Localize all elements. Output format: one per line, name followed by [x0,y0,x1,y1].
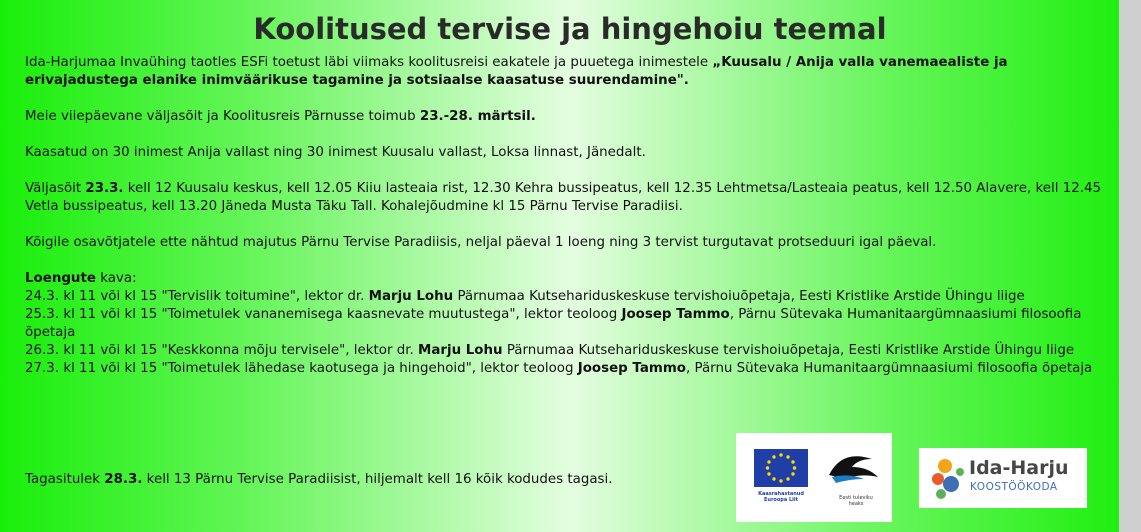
lecture-heading [25,270,1115,288]
intro-paragraph [25,54,1115,90]
ida-harju-sub: KOOSTÖÖKODA [970,481,1058,493]
trip-dates: 23.-28. märtsil. [419,109,536,124]
lecture-text: Pärnumaa Kutsehariduskeskuse tervishoiuõpetaja, Eesti Kristlike Arstide Ühingu liige [453,289,1025,304]
lecturer-name: Joosep Tammo [621,307,730,322]
lecture-text: 24.3. kl 11 või kl 15 "Tervislik toitumine", lektor dr. [25,289,369,304]
ida-harju-dots-icon [927,454,973,504]
lecture-item [25,342,1115,360]
lecture-text: , Pärnu Sütevaka Humanitaargümnaasiumi filosoofia õpetaja [685,361,1093,376]
return-date: 28.3. [104,472,143,487]
ida-harju-logo [919,448,1087,508]
trip-paragraph [25,108,1115,126]
return-text: kell 13 Pärnu Tervise Paradiisist, hiljemalt kell 16 kõik kodudes tagasi. [142,472,613,487]
lecture-text: 27.3. kl 11 või kl 15 "Toimetulek lähedase kaotusega ja hingehoid", lektor teoloog [25,361,578,376]
participants-paragraph: Kaasatud on 30 inimest Anija vallast ning 30 inimest Kuusalu vallast, Loksa linnast, Jänedalt. [25,145,646,160]
lecture-item [25,360,1115,378]
return-prefix: Tagasitulek [25,472,105,487]
lecture-text: 25.3. kl 11 või kl 15 "Toimetulek vananemisega kaasnevate muutustega", lektor teoloog [25,307,622,322]
lecture-schedule [25,270,1115,378]
eu-caption: Kaasrahastanud Euroopa Liit [758,491,804,503]
ida-harju-name: Ida-Harju [969,457,1069,479]
lecturer-name: Marju Lohu [368,289,454,304]
lecture-item [25,306,1115,342]
lecture-text: Pärnumaa Kutsehariduskeskuse tervishoiuõpetaja, Eesti Kristlike Arstide Ühingu liige [502,343,1075,358]
article [25,12,1115,378]
eesti-swallow-icon [824,445,884,495]
lecture-item [25,288,1115,306]
accommodation-paragraph: Kõigile osavõtjatele ette nähtud majutus Pärnu Tervise Paradiisis, neljal päeval 1 loeng ning 3 tervist turgutavat protseduuri igal päeval. [25,235,937,250]
lecture-heading-bold: Loengute [25,271,96,286]
departure-text: kell 12 Kuusalu keskus, kell 12.05 Kiiu lasteaia rist, 12.30 Kehra bussipeatus, kell 12.35 Lehtmetsa/Lasteaia peatus, kell 12.50 Alavere, kell 12.45 Vetla bussipeatus, kell 13.20 Jäneda Musta Täku Tall. Kohalejõudmine kl 15 Pärnu Tervise Paradiisi. [25,181,1102,214]
trip-text: Meie viiepäevane väljasõit ja Koolitusreis Pärnusse toimub [25,109,420,124]
lecturer-name: Joosep Tammo [577,361,686,376]
eesti-caption: Eesti tuleviku heaks [839,495,873,507]
funding-logos [736,433,892,522]
page-title: Koolitused tervise ja hingehoiu teemal [253,12,887,46]
page-edge-strip [1119,0,1141,532]
return-paragraph [25,471,613,489]
departure-date: 23.3. [85,181,124,196]
lecture-heading-rest: kava: [95,271,137,286]
lecture-text: , Pärnu Sütevaka Humanitaargümnaasiumi filosoofia õpetaja [25,307,1082,340]
project-name: „Kuusalu / Anija valla vanemaealiste ja erivajadustega elanike inimväärikuse tagamine ja sotsiaalse kaasatuse suurendamine". [25,55,1008,88]
departure-paragraph [25,180,1115,216]
lecture-text: 26.3. kl 11 või kl 15 "Keskkonna mõju tervisele", lektor dr. [25,343,419,358]
departure-prefix: Väljasõit [25,181,86,196]
intro-text: Ida-Harjumaa Invaühing taotles ESFi toetust läbi viimaks koolitusreisi eakatele ja puuetega inimestele [25,55,713,70]
lecturer-name: Marju Lohu [418,343,503,358]
